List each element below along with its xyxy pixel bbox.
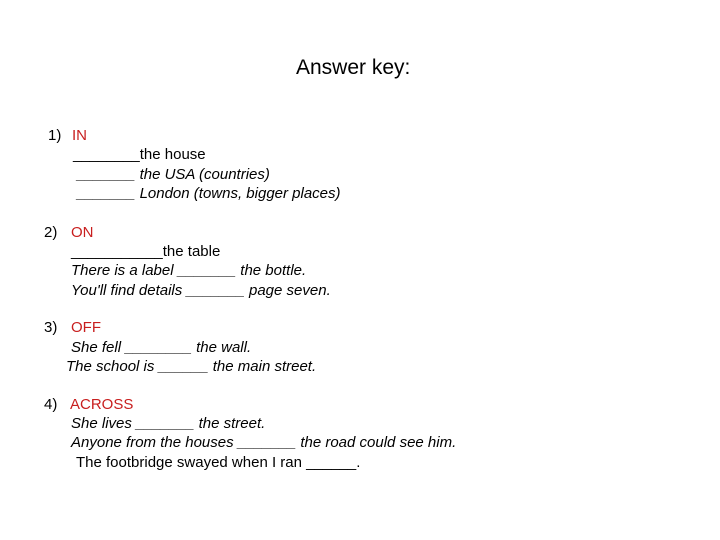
section-number: 3) [44,319,58,336]
example-line: There is a label _______ the bottle. [71,262,307,279]
answer-key-title: Answer key: [296,56,411,79]
example-line: You'll find details _______ page seven. [71,282,331,299]
example-line: ________the house [73,146,206,163]
example-line: _______ London (towns, bigger places) [77,185,341,202]
example-line: The footbridge swayed when I ran ______. [76,454,361,471]
section-number: 2) [44,224,58,241]
section-keyword: ACROSS [70,396,134,413]
section-number: 1) [48,127,62,144]
example-line: _______ the USA (countries) [77,166,270,183]
example-line: She lives _______ the street. [71,415,266,432]
example-line: Anyone from the houses _______ the road could see him. [71,434,457,451]
section-number: 4) [44,396,58,413]
section-keyword: ON [71,224,94,241]
section-keyword: IN [72,127,87,144]
example-line: She fell ________ the wall. [71,339,252,356]
section-keyword: OFF [71,319,101,336]
example-line: The school is ______ the main street. [66,358,317,375]
example-line: ___________the table [71,243,221,260]
